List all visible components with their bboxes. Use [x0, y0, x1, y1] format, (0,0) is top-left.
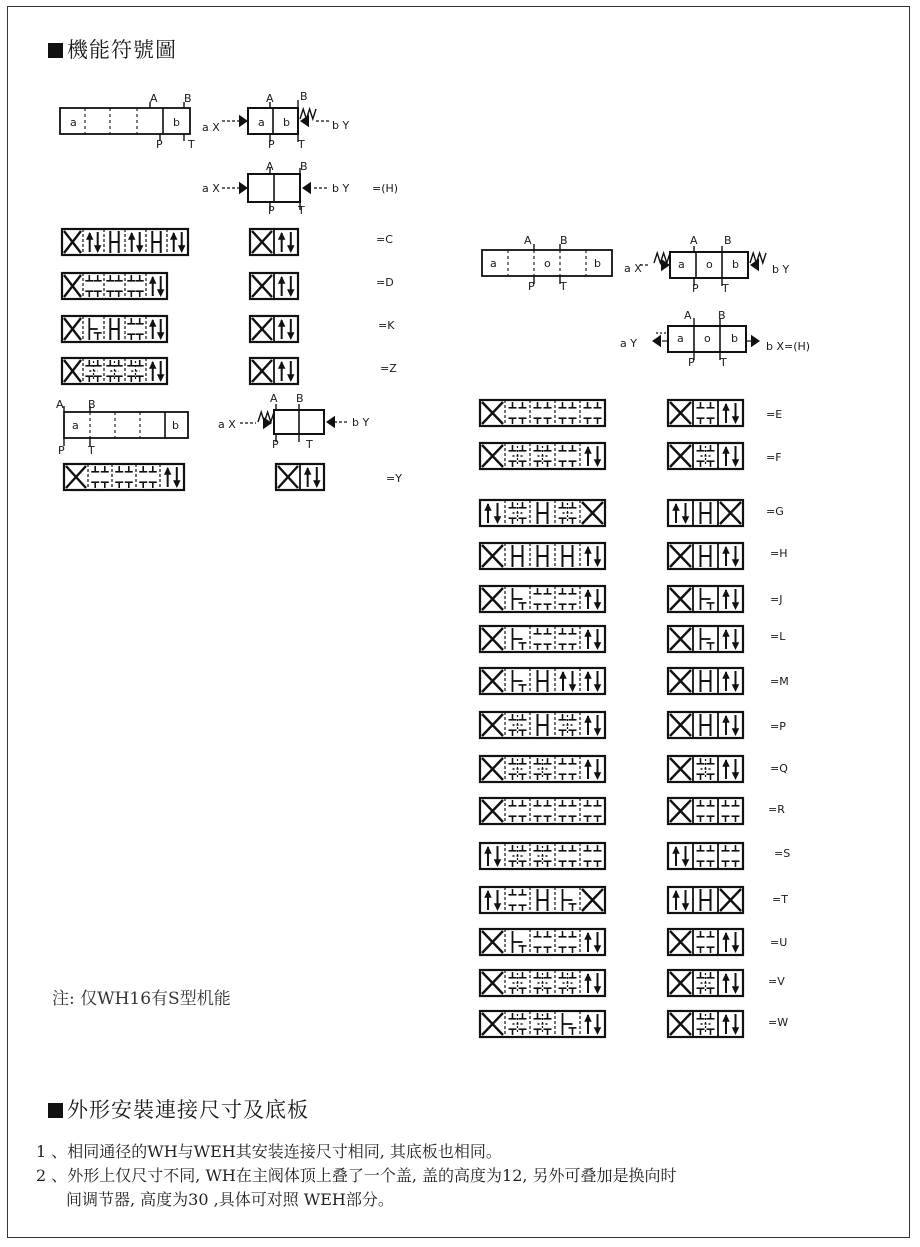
arrow-icon — [584, 715, 592, 723]
position-label-o: o — [544, 257, 551, 270]
type-label-y: =Y — [386, 472, 402, 485]
arrow-icon — [594, 459, 602, 467]
port-label-t: T — [560, 280, 567, 293]
pilot-label-ax: a X — [202, 182, 220, 195]
arrow-icon — [584, 759, 592, 767]
arrow-icon — [304, 467, 312, 475]
arrow-icon — [732, 459, 740, 467]
port-label-b: B — [560, 234, 568, 247]
arrow-icon — [484, 846, 492, 854]
arrow-icon — [173, 480, 181, 488]
spool-symbol — [480, 929, 605, 955]
port-label-a: A — [690, 234, 698, 247]
port-label-t: T — [722, 282, 729, 295]
note-line-1: 1 、相同通径的WH与WEH其安装连接尺寸相同, 其底板也相同。 — [36, 1142, 502, 1161]
arrow-icon — [278, 276, 286, 284]
port-label-a: A — [266, 160, 274, 173]
port-label-t: T — [298, 204, 305, 217]
pilot-label-by: b Y — [332, 182, 350, 195]
arrow-icon — [494, 903, 502, 911]
pilot-label-ax: a X — [624, 262, 642, 275]
port-label-b: B — [300, 160, 308, 173]
spool-symbol — [668, 843, 743, 869]
type-label-p: =P — [770, 720, 786, 733]
arrow-icon — [732, 416, 740, 424]
arrow-icon — [732, 986, 740, 994]
port-label-t: T — [88, 444, 95, 457]
arrow-icon — [732, 602, 740, 610]
port-label-t: T — [720, 356, 727, 369]
port-label-t: T — [188, 138, 195, 151]
arrow-icon — [164, 467, 172, 475]
position-label-a: a — [677, 332, 684, 345]
section-title-symbols: 機能符號圖 — [48, 34, 177, 64]
arrow-icon — [170, 232, 178, 240]
arrow-icon — [722, 932, 730, 940]
type-label-g: =G — [766, 505, 784, 518]
port-label-a: A — [56, 398, 64, 411]
arrow-icon — [722, 629, 730, 637]
port-label-b: B — [296, 392, 304, 405]
arrow-icon — [157, 289, 165, 297]
arrow-icon — [86, 232, 94, 240]
arrow-icon — [494, 516, 502, 524]
pilot-label-by: b Y — [352, 416, 370, 429]
arrow-icon — [287, 245, 295, 253]
arrow-icon — [594, 602, 602, 610]
port-label-a: A — [150, 92, 158, 105]
arrow-icon — [682, 859, 690, 867]
position-label-a: a — [678, 258, 685, 271]
arrow-icon — [178, 245, 186, 253]
pilot-label-ax: a X — [202, 121, 220, 134]
spool-symbol — [480, 626, 605, 652]
arrow-icon — [569, 684, 577, 692]
arrow-icon — [584, 1014, 592, 1022]
arrow-icon — [584, 546, 592, 554]
arrow-icon — [682, 903, 690, 911]
type-label-z: =Z — [380, 362, 397, 375]
arrow-icon — [584, 446, 592, 454]
pilot-label-ax: a X — [218, 418, 236, 431]
spool-symbol — [64, 464, 184, 490]
type-label-l: =L — [770, 630, 786, 643]
port-label-b: B — [300, 90, 308, 103]
arrow-icon — [594, 559, 602, 567]
position-label-a: a — [70, 116, 77, 129]
arrow-icon — [722, 589, 730, 597]
type-label-s: =S — [774, 847, 791, 860]
arrow-icon — [672, 846, 680, 854]
port-label-a: A — [524, 234, 532, 247]
arrow-icon — [157, 374, 165, 382]
port-label-p: P — [688, 356, 695, 369]
type-label-w: =W — [768, 1016, 789, 1029]
arrow-icon — [287, 332, 295, 340]
port-label-t: T — [306, 438, 313, 451]
arrow-icon — [584, 589, 592, 597]
arrow-icon — [584, 629, 592, 637]
position-label-a: a — [258, 116, 265, 129]
port-label-t: T — [298, 138, 305, 151]
port-label-p: P — [692, 282, 699, 295]
note-line-2: 2 、外形上仅尺寸不同, WH在主阀体顶上叠了一个盖, 盖的高度为12, 另外可叠加是换向时 — [36, 1166, 677, 1185]
arrow-icon — [732, 945, 740, 953]
note-text: 注: 仅WH16有S型机能 — [52, 989, 231, 1009]
port-label-p: P — [58, 444, 65, 457]
position-label-b: b — [283, 116, 290, 129]
arrow-icon — [722, 671, 730, 679]
arrow-icon — [722, 1014, 730, 1022]
pilot-triangle-icon — [239, 115, 248, 128]
arrow-icon — [136, 245, 144, 253]
arrow-icon — [278, 232, 286, 240]
arrow-icon — [732, 1027, 740, 1035]
type-label-d: =D — [376, 276, 394, 289]
position-label-o: o — [706, 258, 713, 271]
arrow-icon — [157, 332, 165, 340]
arrow-icon — [732, 772, 740, 780]
arrow-icon — [682, 516, 690, 524]
pilot-triangle-icon — [326, 416, 335, 429]
type-label-j: =J — [770, 593, 783, 606]
pilot-label-by: b Y — [772, 263, 790, 276]
arrow-icon — [672, 890, 680, 898]
pilot-triangle-icon — [751, 335, 760, 348]
port-label-p: P — [528, 280, 535, 293]
arrow-icon — [149, 319, 157, 327]
arrow-icon — [278, 361, 286, 369]
arrow-icon — [313, 480, 321, 488]
arrow-icon — [722, 759, 730, 767]
spool-symbol — [62, 273, 167, 299]
pilot-triangle-icon — [652, 335, 661, 348]
port-label-b: B — [88, 398, 96, 411]
type-label-m: =M — [770, 675, 789, 688]
pilot-label-ay: a Y — [620, 337, 637, 350]
arrow-icon — [149, 276, 157, 284]
arrow-icon — [278, 319, 286, 327]
port-label-p: P — [268, 138, 275, 151]
arrow-icon — [722, 973, 730, 981]
arrow-icon — [594, 986, 602, 994]
arrow-icon — [722, 715, 730, 723]
arrow-icon — [732, 728, 740, 736]
arrow-icon — [722, 403, 730, 411]
port-label-b: B — [184, 92, 192, 105]
arrow-icon — [732, 684, 740, 692]
port-label-a: A — [684, 309, 692, 322]
position-label-b: b — [172, 419, 179, 432]
square-bullet-icon — [48, 1103, 63, 1118]
type-label-h: =H — [770, 547, 788, 560]
type-label-c: =C — [376, 233, 393, 246]
arrow-icon — [494, 859, 502, 867]
position-label-b: b — [173, 116, 180, 129]
type-label-q: =Q — [770, 762, 788, 775]
type-label-f: =F — [766, 451, 782, 464]
arrow-icon — [672, 503, 680, 511]
arrow-icon — [584, 973, 592, 981]
notes-list — [36, 1140, 896, 1212]
type-label-r: =R — [768, 803, 785, 816]
arrow-icon — [287, 289, 295, 297]
arrow-icon — [594, 684, 602, 692]
arrow-icon — [594, 642, 602, 650]
note-line-3: 间调节器, 高度为30 ,具体可对照 WEH部分。 — [66, 1190, 394, 1209]
arrow-icon — [584, 671, 592, 679]
valve-body-outline — [64, 412, 188, 438]
arrow-icon — [484, 503, 492, 511]
type-label-u: =U — [770, 936, 788, 949]
port-label-p: P — [268, 204, 275, 217]
type-label-k: =K — [378, 319, 395, 332]
arrow-icon — [128, 232, 136, 240]
type-label-e: =E — [766, 408, 783, 421]
port-label-b: B — [724, 234, 732, 247]
valve-body-outline — [60, 108, 190, 134]
spool-symbol — [480, 400, 605, 426]
arrow-icon — [732, 642, 740, 650]
arrow-icon — [594, 728, 602, 736]
position-label-b: b — [594, 257, 601, 270]
spool-symbol — [480, 798, 605, 824]
pilot-triangle-icon — [302, 182, 311, 195]
arrow-icon — [484, 890, 492, 898]
arrow-icon — [584, 932, 592, 940]
arrow-icon — [722, 546, 730, 554]
type-label-t: =T — [772, 893, 788, 906]
port-label-b: B — [718, 309, 726, 322]
port-label-a: A — [266, 92, 274, 105]
spool-symbol — [480, 586, 605, 612]
position-label-a: a — [72, 419, 79, 432]
arrow-icon — [559, 671, 567, 679]
pilot-triangle-icon — [239, 182, 248, 195]
pilot-label-bx-h: b X=(H) — [766, 340, 811, 353]
arrow-icon — [594, 945, 602, 953]
position-label-o: o — [704, 332, 711, 345]
section-title-dimensions: 外形安裝連接尺寸及底板 — [48, 1094, 309, 1124]
type-label-v: =V — [768, 975, 785, 988]
arrow-icon — [94, 245, 102, 253]
pilot-label-eq-h: =(H) — [372, 182, 399, 195]
port-label-a: A — [270, 392, 278, 405]
position-label-a: a — [490, 257, 497, 270]
position-label-b: b — [732, 258, 739, 271]
arrow-icon — [722, 446, 730, 454]
arrow-icon — [594, 1027, 602, 1035]
arrow-icon — [594, 772, 602, 780]
port-label-p: P — [156, 138, 163, 151]
arrow-icon — [287, 374, 295, 382]
arrow-icon — [149, 361, 157, 369]
port-label-p: P — [272, 438, 279, 451]
pilot-label-by: b Y — [332, 119, 350, 132]
position-label-b: b — [731, 332, 738, 345]
arrow-icon — [732, 559, 740, 567]
